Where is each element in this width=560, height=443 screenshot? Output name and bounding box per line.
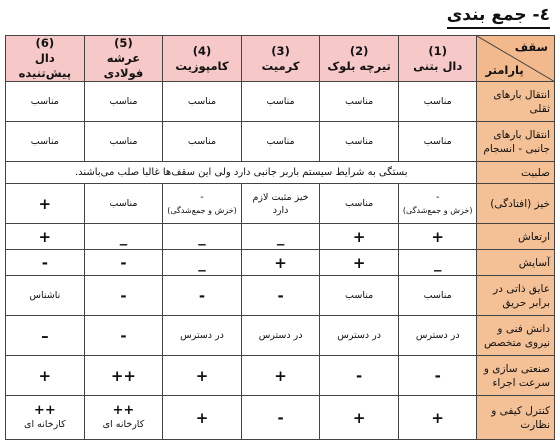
- table-cell: ++: [84, 356, 163, 396]
- table-cell: مناسب: [320, 122, 399, 162]
- table-cell: مناسب: [241, 122, 320, 162]
- table-cell: ناشناس: [6, 276, 85, 316]
- table-cell: در دسترس: [320, 316, 399, 356]
- table-cell: +: [320, 250, 399, 276]
- column-header-3: (3) کرمیت: [241, 36, 320, 82]
- table-cell: مناسب: [320, 82, 399, 122]
- table-row: [6, 82, 555, 122]
- table-cell: -: [241, 276, 320, 316]
- column-header-5: (5) عرشه فولادی: [84, 36, 163, 82]
- table-row: [6, 122, 555, 162]
- table-cell: مناسب: [84, 82, 163, 122]
- summary-table: [5, 35, 555, 440]
- table-cell: مناسب: [398, 122, 477, 162]
- table-cell: -: [241, 396, 320, 440]
- table-row: [6, 316, 555, 356]
- table-cell: مناسب: [398, 276, 477, 316]
- param-vibration: ارتعاش: [477, 224, 555, 250]
- table-cell: مناسب: [163, 82, 242, 122]
- table-cell: خیز مثبت لازم دارد: [241, 184, 320, 224]
- table-cell: -: [398, 356, 477, 396]
- table-cell: مناسب: [398, 82, 477, 122]
- table-row: [6, 250, 555, 276]
- param-comfort: آسایش: [477, 250, 555, 276]
- table-cell: -: [84, 316, 163, 356]
- table-cell: -: [163, 276, 242, 316]
- param-gravity-load: انتقال بارهای ثقلی: [477, 82, 555, 122]
- corner-cell: [477, 36, 555, 82]
- page-title: ٤- جمع بندی: [447, 4, 550, 29]
- param-lateral-load: انتقال بارهای جانبی - انسجام: [477, 122, 555, 162]
- table-cell: - (خزش و جمع‌شدگی): [163, 184, 242, 224]
- param-industrialization: صنعتی سازی و سرعت اجراء: [477, 356, 555, 396]
- table-cell: در دسترس: [398, 316, 477, 356]
- column-header-4: (4) کامپوزیت: [163, 36, 242, 82]
- table-cell: مناسب: [6, 122, 85, 162]
- table-cell: _: [163, 224, 242, 250]
- param-technical-knowledge: دانش فنی و نیروی متخصص: [477, 316, 555, 356]
- table-cell: _: [163, 250, 242, 276]
- table-cell: -: [320, 356, 399, 396]
- table-row: [6, 162, 555, 184]
- table-cell: مناسب: [320, 276, 399, 316]
- table-cell: +: [6, 184, 85, 224]
- table-row: [6, 356, 555, 396]
- corner-label-parameter: پارامتر: [485, 63, 524, 77]
- table-row: [6, 396, 555, 440]
- table-cell: در دسترس: [241, 316, 320, 356]
- column-header-1: (1) دال بتنی: [398, 36, 477, 82]
- table-cell: +: [6, 224, 85, 250]
- column-header-2: (2) تیرچه بلوک: [320, 36, 399, 82]
- table-cell: +: [163, 396, 242, 440]
- param-deflection: خیز (افتادگی): [477, 184, 555, 224]
- table-cell: –: [6, 316, 85, 356]
- table-cell: در دسترس: [163, 316, 242, 356]
- table-cell: +: [163, 356, 242, 396]
- table-cell: -: [84, 250, 163, 276]
- table-cell: مناسب: [241, 82, 320, 122]
- table-cell: +: [241, 356, 320, 396]
- table-cell: +: [6, 356, 85, 396]
- table-cell: - (خزش و جمع‌شدگی): [398, 184, 477, 224]
- table-cell: +: [320, 224, 399, 250]
- table-row: [6, 276, 555, 316]
- table-cell: +: [398, 396, 477, 440]
- spanning-note: بستگی به شرایط سیستم باربر جانبی دارد ولی این سقف‌ها غالبا صلب می‌باشند.: [6, 162, 477, 184]
- table-cell: مناسب: [320, 184, 399, 224]
- table-cell: +: [398, 224, 477, 250]
- corner-label-roof: سقف: [514, 40, 548, 54]
- table-cell: +: [320, 396, 399, 440]
- table-cell: -: [6, 250, 85, 276]
- table-cell: مناسب: [84, 122, 163, 162]
- table-row: [6, 184, 555, 224]
- table-cell: _: [398, 250, 477, 276]
- table-cell: ++ کارخانه ای: [6, 396, 85, 440]
- table-cell: _: [84, 224, 163, 250]
- table-cell: مناسب: [84, 184, 163, 224]
- param-quality-control: کنترل کیفی و نظارت: [477, 396, 555, 440]
- table-cell: -: [84, 276, 163, 316]
- table-cell: مناسب: [163, 122, 242, 162]
- table-row: [6, 224, 555, 250]
- header-row: [6, 36, 555, 82]
- column-header-6: (6) دال پیش‌تنیده: [6, 36, 85, 82]
- table-cell: ++ کارخانه ای: [84, 396, 163, 440]
- table-cell: مناسب: [6, 82, 85, 122]
- table-cell: +: [241, 250, 320, 276]
- param-rigidity: صلبیت: [477, 162, 555, 184]
- param-fire-resistance: عایق ذاتی در برابر حریق: [477, 276, 555, 316]
- table-cell: _: [241, 224, 320, 250]
